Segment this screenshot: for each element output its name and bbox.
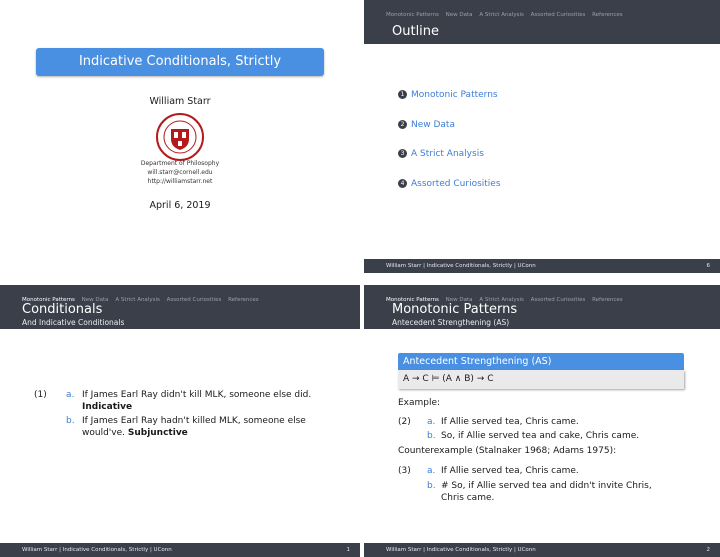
- frame-subtitle: Antecedent Strengthening (AS): [392, 318, 510, 327]
- nav-assorted-curiosities[interactable]: Assorted Curiosities: [530, 297, 586, 303]
- example-3a-letter: a.: [427, 466, 436, 476]
- nav-references[interactable]: References: [228, 297, 259, 303]
- nav-strict-analysis[interactable]: A Strict Analysis: [115, 297, 160, 303]
- frame-subtitle: And Indicative Conditionals: [22, 318, 125, 327]
- outline-item-label: New Data: [411, 120, 455, 130]
- outline-item-3[interactable]: [398, 149, 484, 159]
- slide-header: [364, 285, 720, 329]
- frame-title: Conditionals: [22, 302, 103, 317]
- nav-new-data[interactable]: New Data: [445, 297, 473, 303]
- example-3b-letter: b.: [427, 481, 436, 491]
- example-2b-letter: b.: [427, 431, 436, 441]
- slide-header: [0, 285, 360, 329]
- numbered-bullet-icon: 3: [398, 149, 407, 158]
- indicative-tag: Indicative: [82, 402, 133, 412]
- example-b-sentence: If James Earl Ray hadn't killed MLK, someone else: [82, 416, 306, 426]
- example-label: Example:: [398, 398, 441, 408]
- example-2-number: (2): [398, 417, 411, 427]
- email-link[interactable]: will.starr@cornell.edu: [147, 169, 213, 176]
- example-a-sentence: If James Earl Ray didn't kill MLK, someone else did.: [82, 390, 312, 400]
- outline-slide: [364, 0, 720, 273]
- frame-title: Outline: [392, 24, 440, 39]
- website-link[interactable]: http://williamstarr.net: [147, 178, 213, 185]
- author-name: William Starr: [149, 96, 211, 107]
- title-slide: [0, 0, 360, 273]
- frame-title: Monotonic Patterns: [392, 302, 518, 317]
- nav-monotonic-patterns[interactable]: Monotonic Patterns: [22, 297, 75, 303]
- outline-item-label: A Strict Analysis: [411, 149, 484, 159]
- example-number: (1): [34, 390, 47, 400]
- slide-footer: [0, 543, 360, 557]
- numbered-bullet-icon: 2: [398, 120, 407, 129]
- department: Department of Philosophy: [140, 160, 220, 167]
- page-number: 6: [706, 263, 710, 269]
- example-b-sentence-end: would've.: [82, 428, 125, 438]
- example-b-letter: b.: [66, 416, 75, 426]
- nav-assorted-curiosities[interactable]: Assorted Curiosities: [530, 12, 586, 18]
- example-2a-text: If Allie served tea, Chris came.: [441, 417, 579, 427]
- cornell-seal-logo: [155, 112, 205, 162]
- nav-monotonic-patterns[interactable]: Monotonic Patterns: [386, 297, 439, 303]
- outline-item-4[interactable]: [398, 179, 501, 189]
- nav-new-data[interactable]: New Data: [81, 297, 109, 303]
- nav-references[interactable]: References: [592, 297, 623, 303]
- footer-text: William Starr | Indicative Conditionals, Strictly | UConn: [22, 547, 172, 553]
- numbered-bullet-icon: 1: [398, 90, 407, 99]
- monotonic-patterns-slide: [364, 285, 720, 557]
- nav-assorted-curiosities[interactable]: Assorted Curiosities: [166, 297, 222, 303]
- page-number: 2: [706, 547, 710, 553]
- outline-item-1[interactable]: [398, 90, 498, 100]
- slide-header: [364, 0, 720, 44]
- page-number: 1: [346, 547, 350, 553]
- nav-references[interactable]: References: [592, 12, 623, 18]
- counterexample-label: Counterexample (Stalnaker 1968; Adams 1975):: [398, 446, 617, 456]
- nav-new-data[interactable]: New Data: [445, 12, 473, 18]
- block-title: Antecedent Strengthening (AS): [398, 353, 684, 370]
- block-body: A → C ⊨ (A ∧ B) → C: [398, 370, 684, 389]
- nav-strict-analysis[interactable]: A Strict Analysis: [479, 297, 524, 303]
- section-nav: [386, 12, 628, 18]
- nav-strict-analysis[interactable]: A Strict Analysis: [479, 12, 524, 18]
- outline-item-label: Assorted Curiosities: [411, 179, 501, 189]
- outline-item-2[interactable]: [398, 120, 455, 130]
- slide-footer: [364, 543, 720, 557]
- outline-item-label: Monotonic Patterns: [411, 90, 498, 100]
- subjunctive-tag: Subjunctive: [127, 428, 188, 438]
- numbered-bullet-icon: 4: [398, 179, 407, 188]
- example-2b-text: So, if Allie served tea and cake, Chris came.: [441, 431, 640, 441]
- example-3-number: (3): [398, 466, 411, 476]
- example-3a-text: If Allie served tea, Chris came.: [441, 466, 579, 476]
- example-b-text: [82, 415, 306, 439]
- example-3b-line1: # So, if Allie served tea and didn't invite Chris,: [441, 481, 652, 491]
- example-2a-letter: a.: [427, 417, 436, 427]
- nav-monotonic-patterns[interactable]: Monotonic Patterns: [386, 12, 439, 18]
- example-3b-text: [441, 480, 652, 504]
- footer-text: William Starr | Indicative Conditionals, Strictly | UConn: [386, 547, 536, 553]
- conditionals-slide: [0, 285, 360, 557]
- definition-block: [398, 353, 684, 389]
- slide-footer: [364, 259, 720, 273]
- example-3b-line2: Chris came.: [441, 493, 495, 503]
- example-a-letter: a.: [66, 390, 75, 400]
- footer-text: William Starr | Indicative Conditionals, Strictly | UConn: [386, 263, 536, 269]
- presentation-date: April 6, 2019: [149, 200, 211, 211]
- example-a-text: [82, 389, 311, 413]
- presentation-title: Indicative Conditionals, Strictly: [36, 48, 324, 76]
